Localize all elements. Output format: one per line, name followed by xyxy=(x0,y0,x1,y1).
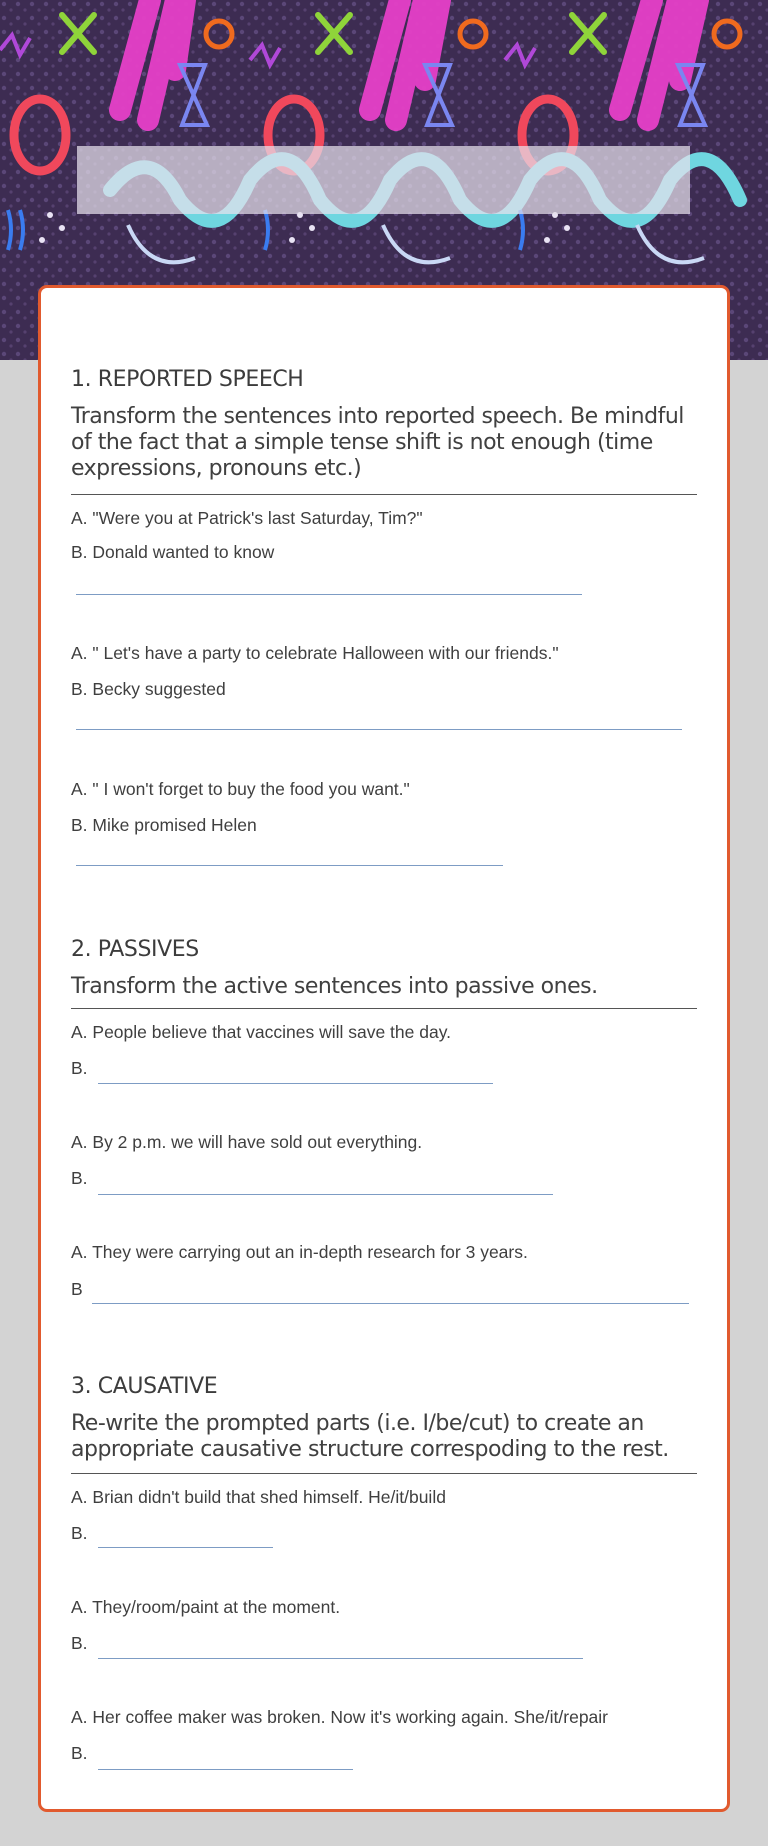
section-instruction: Transform the active sentences into passive ones. xyxy=(71,974,598,999)
section-divider xyxy=(71,1473,697,1474)
prompt-sentence: A. " I won't forget to buy the food you want." xyxy=(71,779,410,799)
answer-input[interactable] xyxy=(98,1194,553,1195)
answer-input[interactable] xyxy=(98,1769,353,1770)
answer-input[interactable] xyxy=(98,1658,583,1659)
answer-label: B. Becky suggested xyxy=(71,679,226,699)
answer-label: B xyxy=(71,1279,83,1299)
answer-label: B. xyxy=(71,1168,88,1188)
prompt-sentence: A. " Let's have a party to celebrate Halloween with our friends." xyxy=(71,643,559,663)
prompt-sentence: A. Her coffee maker was broken. Now it's working again. She/it/repair xyxy=(71,1707,609,1727)
answer-input[interactable] xyxy=(76,594,582,595)
answer-input[interactable] xyxy=(98,1547,273,1548)
section-instruction: Transform the sentences into reported speech. Be mindful of the fact that a simple tense shift is not enough (time expressions, pronouns etc.) xyxy=(71,404,684,481)
banner-title-box xyxy=(77,146,690,214)
prompt-sentence: A. People believe that vaccines will save the day. xyxy=(71,1022,452,1042)
section-divider xyxy=(71,1008,697,1009)
prompt-sentence: A. By 2 p.m. we will have sold out everything. xyxy=(71,1132,423,1152)
answer-label: B. Mike promised Helen xyxy=(71,815,257,835)
prompt-sentence: A. Brian didn't build that shed himself. He/it/build xyxy=(71,1487,446,1507)
section-title: 1. REPORTED SPEECH xyxy=(71,367,304,392)
answer-input[interactable] xyxy=(92,1303,689,1304)
section-title: 3. CAUSATIVE xyxy=(71,1374,218,1399)
section-title: 2. PASSIVES xyxy=(71,937,199,962)
prompt-sentence: A. They/room/paint at the moment. xyxy=(71,1597,341,1617)
answer-label: B. xyxy=(71,1633,88,1653)
prompt-sentence: A. They were carrying out an in-depth research for 3 years. xyxy=(71,1242,528,1262)
section-instruction: Re-write the prompted parts (i.e. I/be/cut) to create an appropriate causative structure correspoding to the rest. xyxy=(71,1411,669,1462)
answer-input[interactable] xyxy=(76,865,503,866)
answer-label: B. Donald wanted to know xyxy=(71,542,275,562)
answer-input[interactable] xyxy=(76,729,682,730)
answer-label: B. xyxy=(71,1058,88,1078)
prompt-sentence: A. "Were you at Patrick's last Saturday, Tim?" xyxy=(71,508,423,528)
answer-input[interactable] xyxy=(98,1083,493,1084)
section-divider xyxy=(71,494,697,495)
answer-label: B. xyxy=(71,1523,88,1543)
answer-label: B. xyxy=(71,1743,88,1763)
